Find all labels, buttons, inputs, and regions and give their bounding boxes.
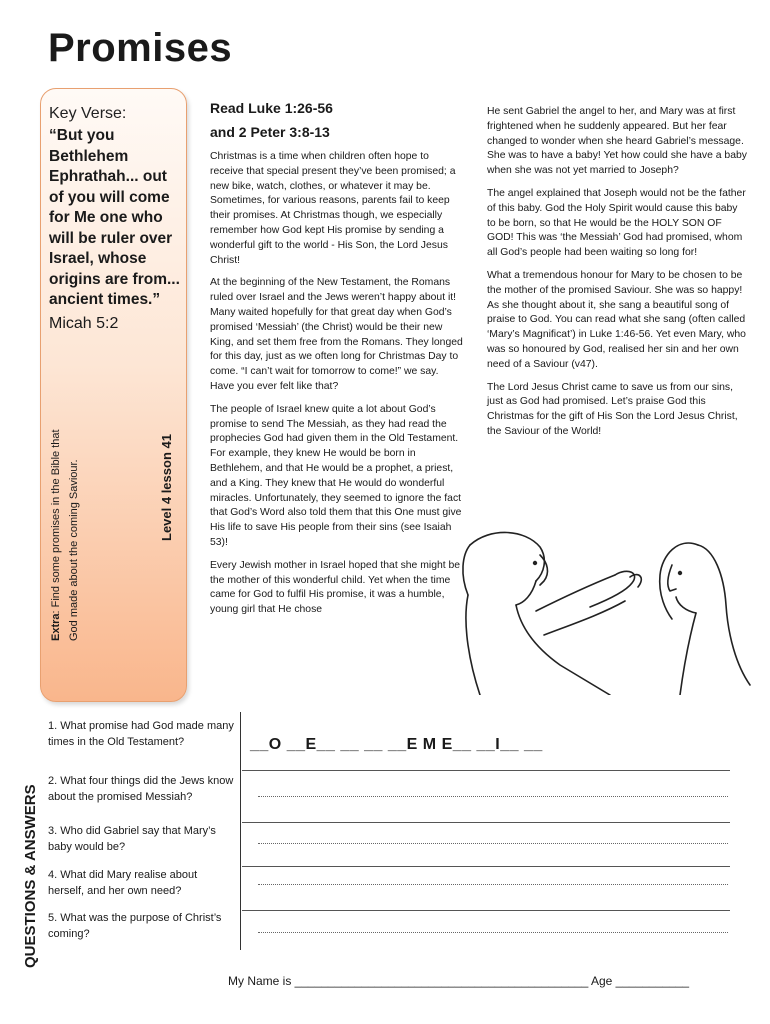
story-column-2 [487,105,747,448]
divider [242,822,730,823]
reading-line-1: Read Luke 1:26-56 [210,100,333,116]
qa-divider [240,712,241,950]
question-3: 3. Who did Gabriel say that Mary’s baby would be? [48,825,216,853]
paragraph: Every Jewish mother in Israel hoped that she might be the mother of this wonderful child. Yet when the time came for God to fulfil His promise, it was a humble, young girl that He chose [210,559,461,616]
name-age-field[interactable]: My Name is ____________________________________________ Age ___________ [228,974,690,988]
paragraph: What a tremendous honour for Mary to be chosen to be the mother of the promised Saviour. She was so happy! As she thought about it, she sang a beautiful song of praise to God. You can read what she sang (often called ‘Mary’s Magnificat’) in Luke 1:46-56. Yet even Mary, who was so honoured by God, realised her sin and her own need of a Saviour (v47). [487,269,746,370]
extra-activity-line2: God made about the coming Saviour. [68,459,80,641]
answer-4-line[interactable] [258,884,728,885]
paragraph: Christmas is a time when children often hope to receive that special present they’ve been promised; a new bike, watch, clothes, or whatever it may be. Sometimes, for various reasons, parents fail to keep their promises. At Christmas though, we especially remember how God kept His promise by sending a wonderful gift to the world - His Son, the Lord Jesus Christ! [210,151,456,266]
paragraph: The people of Israel knew quite a lot about God’s promise to send The Messiah, as they had read the prophecies God had given them in the Old Testament. For example, they knew He would be born in Bethlehem, and that He would be a prophet, a priest, and a King. They knew that He would do wonderful miracles. Unfortunately, they seemed to ignore the fact that God’s Word also told them that this One must give His life to save His people from their sins (see Isaiah 53)! [210,403,462,548]
key-verse-text: “But you Bethlehem Ephrathah... out of you will come for Me one who will be ruler over Israel, whose origins are from... ancient times.” [49,127,180,308]
questions-answers-heading: QUESTIONS & ANSWERS [22,784,39,968]
divider [242,910,730,911]
reading-line-2: and 2 Peter 3:8-13 [210,124,330,140]
paragraph: The angel explained that Joseph would not be the father of this baby. God the Holy Spirit would cause this baby to be born, so that He would be the HOLY SON OF GOD! This was ‘the Messiah’ God had promised, whom all God’s people had been waiting so long for! [487,187,746,259]
extra-activity-line1 [50,429,62,641]
page-title: Promises [48,26,233,70]
key-verse-label: Key Verse: [49,105,127,122]
key-verse-reference: Micah 5:2 [49,315,119,332]
answer-2-line[interactable] [258,796,728,797]
answer-1-puzzle: __O __E__ __ __ __E M E__ __I__ __ [250,736,543,753]
divider [242,770,730,771]
story-column-1 [210,96,465,626]
answer-5-line[interactable] [258,932,728,933]
question-2: 2. What four things did the Jews know about the promised Messiah? [48,775,234,803]
paragraph: At the beginning of the New Testament, the Romans ruled over Israel and the Jews weren’t happy about it! Many waited hopefully for that great day when God’s promised ‘Messiah’ (the Christ) would be their new King, and set them free from the Romans. They longed for this day, just as we often long for Christmas Day to come. “I can’t wait for tomorrow to come!” we say. Have you ever felt like that? [210,277,463,392]
reading-heading [210,96,465,144]
question-4: 4. What did Mary realise about herself, and her own need? [48,869,198,897]
lesson-level: Level 4 lesson 41 [159,434,174,541]
question-1: 1. What promise had God made many times in the Old Testament? [48,720,234,748]
paragraph: He sent Gabriel the angel to her, and Mary was at first frightened when he suddenly appeared. But her fear changed to wonder when she heard Gabriel’s message. She was to have a baby! Yet how could she have a baby when she was not yet married to Joseph? [487,106,747,177]
answer-3-line[interactable] [258,843,728,844]
key-verse-panel [40,88,187,702]
paragraph: The Lord Jesus Christ came to save us from our sins, just as God had promised. Let’s praise God this Christmas for the gift of His Son the Lord Jesus Christ, the Saviour of the World! [487,381,738,437]
question-5: 5. What was the purpose of Christ’s coming? [48,912,222,940]
angel-and-mary-illustration [440,515,760,695]
divider [242,866,730,867]
extra-label: Extra [50,613,62,641]
extra-text-1: : Find some promises in the Bible that [50,429,62,614]
